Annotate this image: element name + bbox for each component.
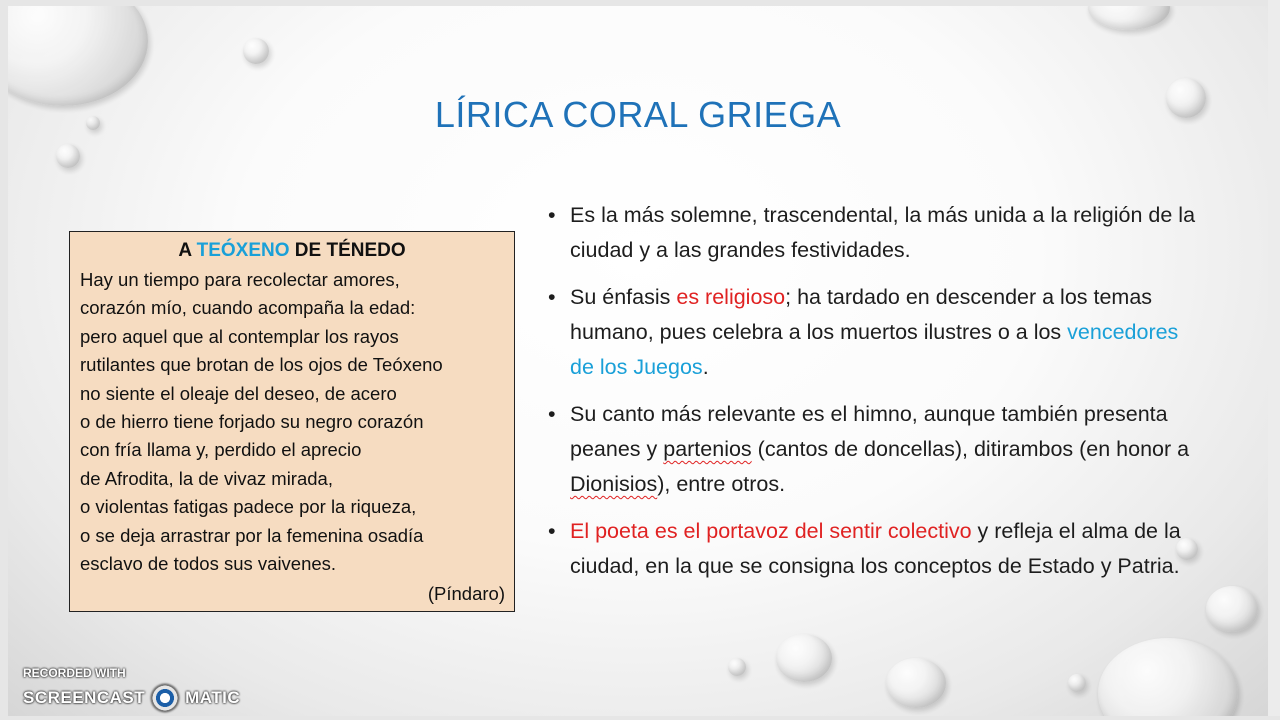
bullet-item [548,397,1208,502]
water-drop-decoration [1068,674,1086,692]
poem-heading [70,240,514,262]
water-drop-decoration [56,144,80,168]
highlight-red-text: El poeta es el portavoz del sentir colectivo [570,519,972,543]
water-drop-decoration [1088,6,1170,30]
bullet-text: Su énfasis [570,285,677,309]
poem-line: con fría llama y, perdido el aprecio [80,439,362,461]
watermark-brand-right: MATIC [185,688,241,707]
bullet-dot: • [548,402,556,426]
bullet-list [548,198,1208,596]
poem-line: rutilantes que brotan de los ojos de Teóxeno [80,354,443,376]
water-drop-decoration [776,634,832,682]
poem-line: corazón mío, cuando acompaña la edad: [80,297,416,319]
poem-author: (Píndaro) [427,583,505,604]
watermark-brand [23,684,240,712]
poem-line: o de hierro tiene forjado su negro corazón [80,411,424,433]
water-drop-decoration [8,6,148,106]
highlight-cyan-text: vencedores de los Juegos [570,320,1179,379]
bullet-dot: • [548,285,556,309]
poem-heading-suffix: DE TÉNEDO [289,240,406,261]
spellcheck-underlined-word: partenios [663,437,752,461]
poem-lines [80,266,514,578]
water-drop-decoration [243,38,269,64]
water-drop-decoration [1206,586,1258,632]
screencast-watermark [23,666,240,712]
bullet-item [548,514,1208,584]
poem-line: esclavo de todos sus vaivenes. [80,553,337,575]
watermark-brand-left: SCREENCAST [23,688,146,707]
bullet-text: Es la más solemne, trascendental, la más unida a la religión de la ciudad y a las grandes festividades. [570,203,1196,262]
poem-line: pero aquel que al contemplar los rayos [80,325,399,347]
poem-heading-name: TEÓXENO [196,240,290,261]
water-drop-decoration [1098,638,1238,716]
poem-line: Hay un tiempo para recolectar amores, [80,269,400,290]
bullet-item [548,198,1208,268]
poem-line: o violentas fatigas padece por la riqueza, [80,496,417,518]
window-frame-left [0,0,8,720]
poem-line: de Afrodita, la de vivaz mirada, [80,467,333,489]
spellcheck-underlined-word: Dionisios [570,472,658,496]
presentation-slide [8,6,1268,716]
highlight-red-text: es religioso [676,285,786,309]
window-frame-bottom [0,716,1280,720]
screencast-logo-icon [151,684,179,712]
bullet-text: ; ha tardado en descender a los temas humano, pues celebra a los muertos ilustres o a los [570,285,1153,344]
bullet-text: (cantos de doncellas), ditirambos (en honor a [751,437,1190,461]
window-frame-right [1268,0,1280,720]
bullet-dot: • [548,519,556,543]
poem-line: o se deja arrastrar por la femenina osadía [80,524,424,546]
slide-title: LÍRICA CORAL GRIEGA [434,94,842,135]
bullet-text: Su canto más relevante es el himno, aunque también presenta peanes y [570,402,1168,461]
bullet-item [548,280,1208,385]
bullet-text: y refleja el alma de la ciudad, en la que se consigna los conceptos de Estado y Patria. [570,519,1181,578]
poem-line: no siente el oleaje del deseo, de acero [80,382,397,404]
watermark-recorded-label: RECORDED WITH [23,666,126,680]
water-drop-decoration [886,658,946,708]
bullet-text: ), entre otros. [657,472,786,496]
bullet-text: . [702,355,709,379]
water-drop-decoration [728,658,746,676]
bullet-dot: • [548,203,556,227]
poem-heading-prefix: A [178,240,197,261]
poem-box [69,231,515,612]
